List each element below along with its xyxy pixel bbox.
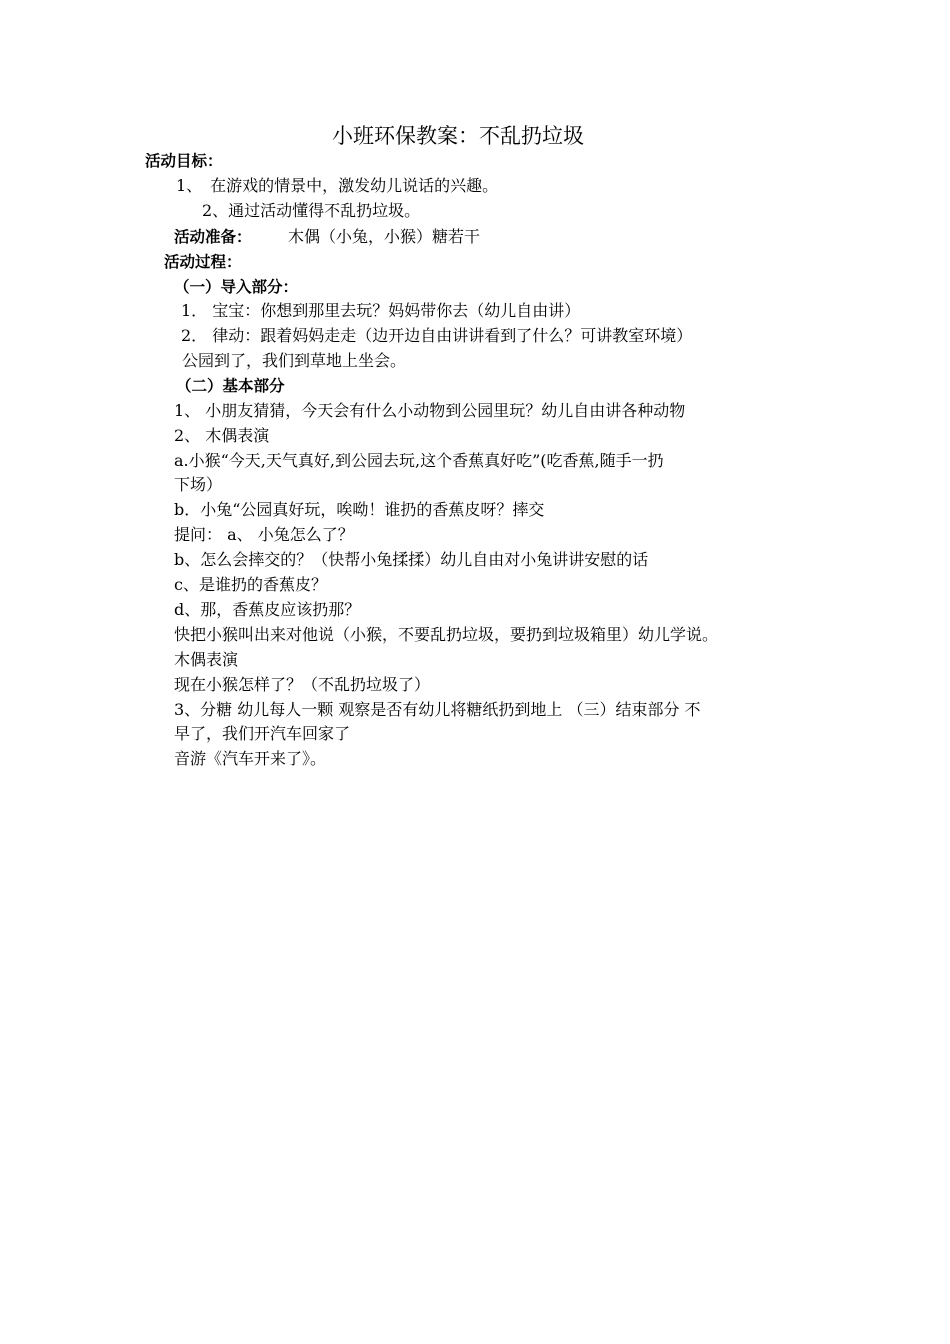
part1-item-2-continued: 公园到了，我们到草地上坐会。 xyxy=(182,351,407,370)
goal-item-2: 2、通过活动懂得不乱扔垃圾。 xyxy=(202,201,421,220)
part3-line-continued: 早了，我们开汽车回家了 xyxy=(174,724,351,743)
goal-item-1: 1、 在游戏的情景中，激发幼儿说话的兴趣。 xyxy=(176,176,499,195)
part2-heading: （二）基本部分 xyxy=(176,377,285,395)
prep-heading: 活动准备： xyxy=(174,228,252,246)
part3-line: 3、分糖 幼儿每人一颗 观察是否有幼儿将糖纸扔到地上 （三）结束部分 不 xyxy=(174,700,701,719)
question-d: d、那，香蕉皮应该扔那？ xyxy=(174,600,361,619)
document-title: 小班环保教案：不乱扔垃圾 xyxy=(332,124,584,148)
part2-item-1: 1、 小朋友猜猜，今天会有什么小动物到公园里玩？幼儿自由讲各种动物 xyxy=(174,401,686,420)
question-intro: 提问： a、 小兔怎么了？ xyxy=(174,525,354,544)
prep-text: 木偶（小兔，小猴）糖若干 xyxy=(288,227,481,246)
question-b: b、怎么会摔交的？（快帮小兔揉揉）幼儿自由对小兔讲讲安慰的话 xyxy=(174,550,649,569)
puppet-show: 木偶表演 xyxy=(174,650,239,669)
process-heading: 活动过程： xyxy=(164,253,242,271)
call-monkey: 快把小猴叫出来对他说（小猴，不要乱扔垃圾，要扔到垃圾箱里）幼儿学说。 xyxy=(174,625,719,644)
goals-heading: 活动目标： xyxy=(145,152,223,170)
music-game: 音游《汽车开来了》。 xyxy=(174,749,327,768)
scene-a-continued: 下场） xyxy=(174,475,223,494)
question-c: c、是谁扔的香蕉皮？ xyxy=(174,575,327,594)
part2-item-2: 2、 木偶表演 xyxy=(174,426,270,445)
now-monkey: 现在小猴怎样了？（不乱扔垃圾了） xyxy=(174,675,431,694)
part1-item-1: 1． 宝宝：你想到那里去玩？妈妈带你去（幼儿自由讲） xyxy=(181,301,581,320)
scene-a: a.小猴“今天,天气真好,到公园去玩,这个香蕉真好吃”(吃香蕉,随手一扔 xyxy=(174,451,664,470)
scene-b: b．小兔“公园真好玩，唉呦！谁扔的香蕉皮呀？摔交 xyxy=(174,500,545,519)
part1-heading: （一）导入部分： xyxy=(174,278,299,296)
part1-item-2: 2． 律动：跟着妈妈走走（边开边自由讲讲看到了什么？可讲教室环境） xyxy=(181,326,693,345)
